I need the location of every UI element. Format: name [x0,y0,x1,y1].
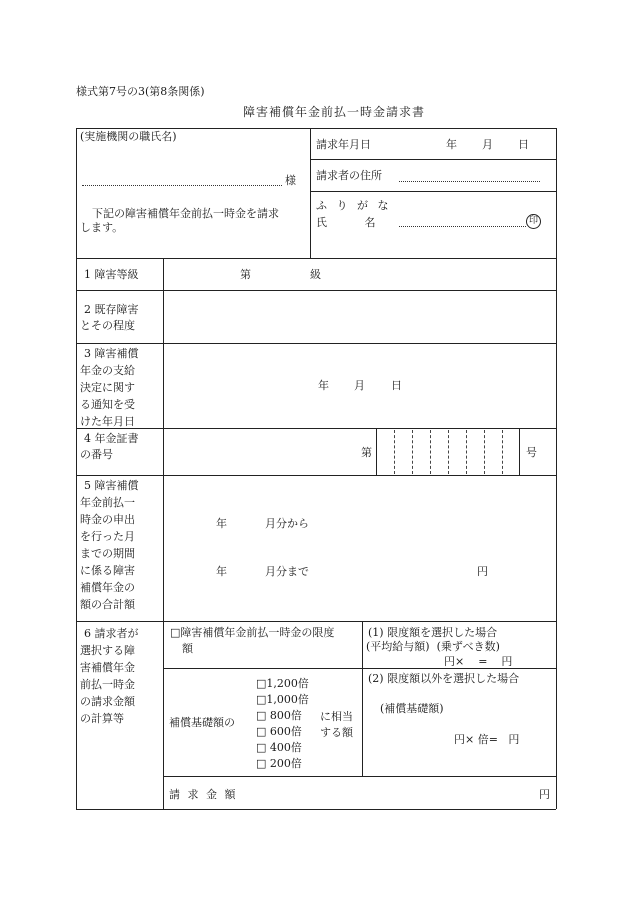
row5-to-year: 年 [216,565,227,578]
request-statement-line2: します。 [80,221,124,234]
multiplier-option[interactable]: □ 400倍 [256,741,302,754]
request-date-year: 年 [446,138,457,151]
row1-dai: 第 [240,268,251,281]
form-number: 様式第7号の3(第8条関係) [76,85,205,98]
row4-label-line2: の番号 [80,448,113,461]
row5-to-month: 月分まで [265,565,309,578]
row5-label: 5 障害補償 年金前払一 時金の申出 を行った月 までの期間 に係る障害 補償年金の 額の合計額 [80,479,139,611]
multiplier-option[interactable]: □1,000倍 [256,693,309,706]
row3-month: 月 [354,379,365,392]
multiplier-suffix-line2: する額 [320,726,353,739]
limit-option-line2: 額 [182,642,193,655]
row1-kyu: 級 [310,268,321,281]
claim-amount-label: 請 求 金 額 [169,788,236,801]
name-label: 氏 名 [316,216,376,229]
request-date-day: 日 [518,138,529,151]
address-label: 請求者の住所 [316,169,382,182]
row4-dai: 第 [361,446,372,459]
multiplier-option[interactable]: □1,200倍 [256,677,309,690]
multiplier-option[interactable]: □ 200倍 [256,757,302,770]
form-title: 障害補償年金前払一時金請求書 [243,105,426,119]
row5-from-year: 年 [216,517,227,530]
multiplier-suffix-line1: に相当 [320,710,353,723]
request-date-month: 月 [482,138,493,151]
seal-mark: 印 [526,214,541,229]
row5-from-month: 月分から [265,517,309,530]
furigana-label: ふ り が な [316,199,392,212]
institution-label: (実施機関の職氏名) [80,130,177,143]
case1-subtitle: (平均給与額) (乗ずべき数) [366,640,500,653]
row2-label-line1: 2 既存障害 [84,303,139,316]
basic-amount-label: 補償基礎額の [169,716,235,729]
request-date-label: 請求年月日 [316,138,371,151]
claim-amount-yen: 円 [539,788,550,801]
row4-go: 号 [526,446,537,459]
limit-option-checkbox[interactable]: □障害補償年金前払一時金の限度 [170,626,335,639]
case2-subtitle: (補償基礎額) [380,702,444,715]
row2-label-line2: とその程度 [80,319,135,332]
case2-formula: 円× 倍= 円 [454,733,520,746]
multiplier-option[interactable]: □ 800倍 [256,709,302,722]
row4-label-line1: 4 年金証書 [84,432,139,445]
row3-day: 日 [391,379,402,392]
row3-year: 年 [318,379,329,392]
row6-label: 6 請求者が 選択する障 害補償年金 前払一時金 の請求金額 の計算等 [80,627,139,725]
row1-label: 1 障害等級 [84,268,139,281]
multiplier-option[interactable]: □ 600倍 [256,725,302,738]
request-statement-line1: 下記の障害補償年金前払一時金を請求 [92,207,279,220]
case1-formula: 円× = 円 [444,655,513,668]
sama-label: 様 [285,174,296,187]
case1-title: (1) 限度額を選択した場合 [368,626,498,639]
row5-yen: 円 [477,565,488,578]
row3-label: 3 障害補償 年金の支給 決定に関す る通知を受 けた年月日 [80,347,139,428]
case2-title: (2) 限度額以外を選択した場合 [368,672,520,685]
